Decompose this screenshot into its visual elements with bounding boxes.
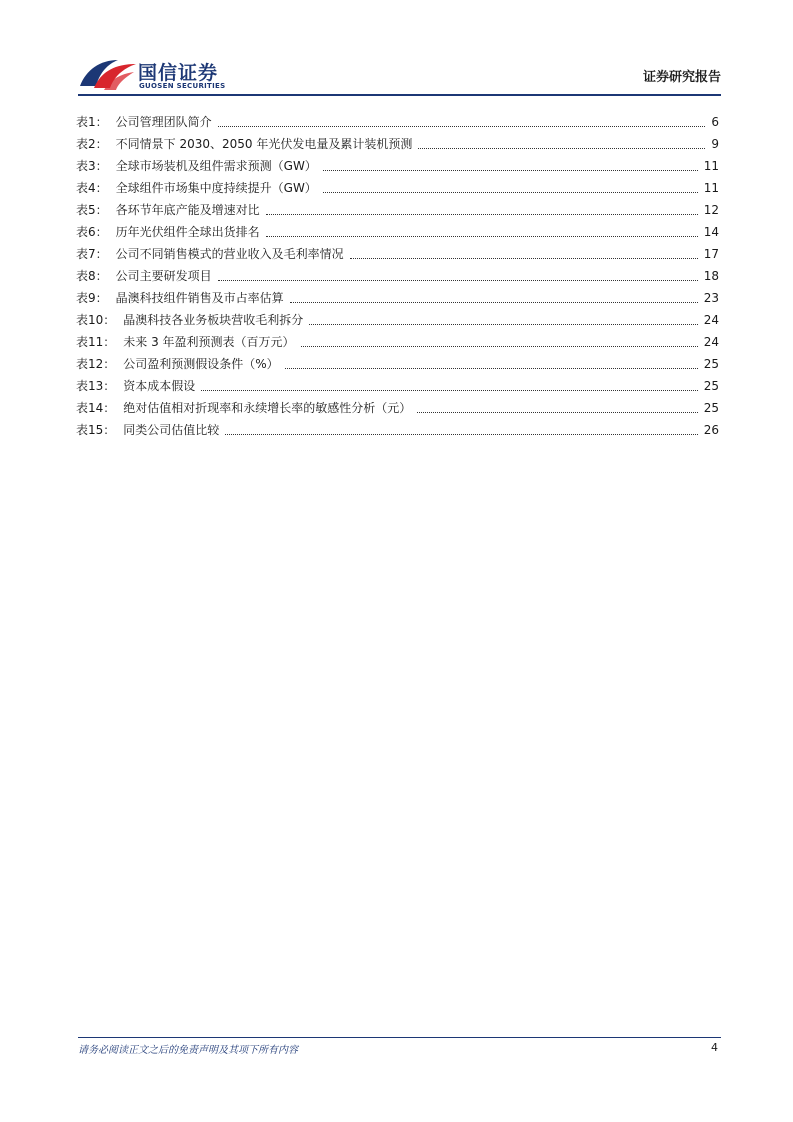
toc-entry-title: 晶澳科技组件销售及市占率估算 (115, 291, 284, 305)
toc-entry-label: 表12： (76, 357, 116, 371)
toc-entry[interactable] (76, 111, 719, 133)
toc-dot-leader (309, 324, 697, 325)
toc-entry-page: 11 (703, 159, 719, 173)
toc-entry[interactable] (76, 177, 719, 199)
toc-entry-page: 23 (703, 291, 719, 305)
toc-entry-title: 不同情景下 2030、2050 年光伏发电量及累计装机预测 (115, 137, 413, 151)
brand-name-en: GUOSEN SECURITIES (139, 82, 226, 90)
toc-entry-page: 26 (703, 423, 719, 437)
toc-entry-title: 全球组件市场集中度持续提升（GW） (115, 181, 317, 195)
toc-entry-label: 表4： (76, 181, 108, 195)
toc-dot-leader (225, 434, 697, 435)
toc-entry-label: 表9： (76, 291, 108, 305)
header-divider (78, 94, 721, 96)
toc-dot-leader (417, 412, 697, 413)
footer-disclaimer: 请务必阅读正文之后的免责声明及其项下所有内容 (78, 1045, 298, 1056)
toc-dot-leader (266, 236, 698, 237)
toc-entry-page: 24 (703, 313, 719, 327)
toc-entry[interactable] (76, 375, 719, 397)
report-type-label: 证券研究报告 (642, 70, 721, 85)
toc-entry-label: 表7： (76, 247, 108, 261)
toc-entry-page: 12 (703, 203, 719, 217)
toc-entry-page: 24 (703, 335, 719, 349)
toc-dot-leader (301, 346, 698, 347)
toc-entry-page: 9 (711, 137, 719, 151)
toc-entry[interactable] (76, 419, 719, 441)
toc-entry[interactable] (76, 265, 719, 287)
toc-entry-label: 表2： (76, 137, 108, 151)
page-header (0, 0, 793, 100)
toc-dot-leader (218, 280, 698, 281)
toc-entry-title: 晶澳科技各业务板块营收毛利拆分 (123, 313, 304, 327)
toc-entry-title: 公司不同销售模式的营业收入及毛利率情况 (115, 247, 344, 261)
toc-entry-label: 表5： (76, 203, 108, 217)
toc-entry[interactable] (76, 309, 719, 331)
toc-entry-label: 表15： (76, 423, 116, 437)
toc-entry[interactable] (76, 397, 719, 419)
toc-entry-title: 同类公司估值比较 (123, 423, 220, 437)
toc-entry-label: 表14： (76, 401, 116, 415)
toc-entry-title: 资本成本假设 (123, 379, 196, 393)
toc-entry-page: 6 (711, 115, 719, 129)
toc-entry-title: 各环节年底产能及增速对比 (115, 203, 260, 217)
toc-entry-page: 17 (703, 247, 719, 261)
toc-entry[interactable] (76, 243, 719, 265)
toc-dot-leader (218, 126, 706, 127)
toc-entry-label: 表3： (76, 159, 108, 173)
toc-entry-label: 表8： (76, 269, 108, 283)
toc-entry-title: 未来 3 年盈利预测表（百万元） (123, 335, 295, 349)
toc-entry-label: 表1： (76, 115, 108, 129)
toc-dot-leader (418, 148, 705, 149)
toc-dot-leader (290, 302, 698, 303)
brand-name-cn: 国信证券 (138, 62, 219, 84)
toc-entry-label: 表13： (76, 379, 116, 393)
toc-dot-leader (266, 214, 698, 215)
toc-dot-leader (285, 368, 698, 369)
toc-entry[interactable] (76, 155, 719, 177)
toc-entry-label: 表6： (76, 225, 108, 239)
toc-dot-leader (201, 390, 697, 391)
toc-entry-page: 25 (703, 401, 719, 415)
table-of-tables (76, 111, 719, 441)
toc-entry-title: 公司主要研发项目 (115, 269, 212, 283)
toc-entry-title: 全球市场装机及组件需求预测（GW） (115, 159, 317, 173)
guosen-logo-icon (78, 56, 140, 92)
toc-entry-title: 公司管理团队简介 (115, 115, 212, 129)
toc-entry-title: 历年光伏组件全球出货排名 (115, 225, 260, 239)
toc-entry[interactable] (76, 133, 719, 155)
toc-dot-leader (350, 258, 698, 259)
toc-entry-page: 25 (703, 379, 719, 393)
footer-divider (78, 1037, 721, 1038)
toc-entry-title: 绝对估值相对折现率和永续增长率的敏感性分析（元） (123, 401, 412, 415)
toc-dot-leader (323, 170, 698, 171)
toc-entry-label: 表10： (76, 313, 116, 327)
toc-entry[interactable] (76, 221, 719, 243)
toc-entry[interactable] (76, 331, 719, 353)
toc-entry[interactable] (76, 287, 719, 309)
toc-dot-leader (323, 192, 698, 193)
toc-entry-label: 表11： (76, 335, 116, 349)
toc-entry-page: 18 (703, 269, 719, 283)
toc-entry[interactable] (76, 353, 719, 375)
toc-entry[interactable] (76, 199, 719, 221)
toc-entry-page: 25 (703, 357, 719, 371)
page-number: 4 (711, 1041, 718, 1054)
toc-entry-page: 11 (703, 181, 719, 195)
toc-entry-page: 14 (703, 225, 719, 239)
toc-entry-title: 公司盈利预测假设条件（%） (123, 357, 279, 371)
